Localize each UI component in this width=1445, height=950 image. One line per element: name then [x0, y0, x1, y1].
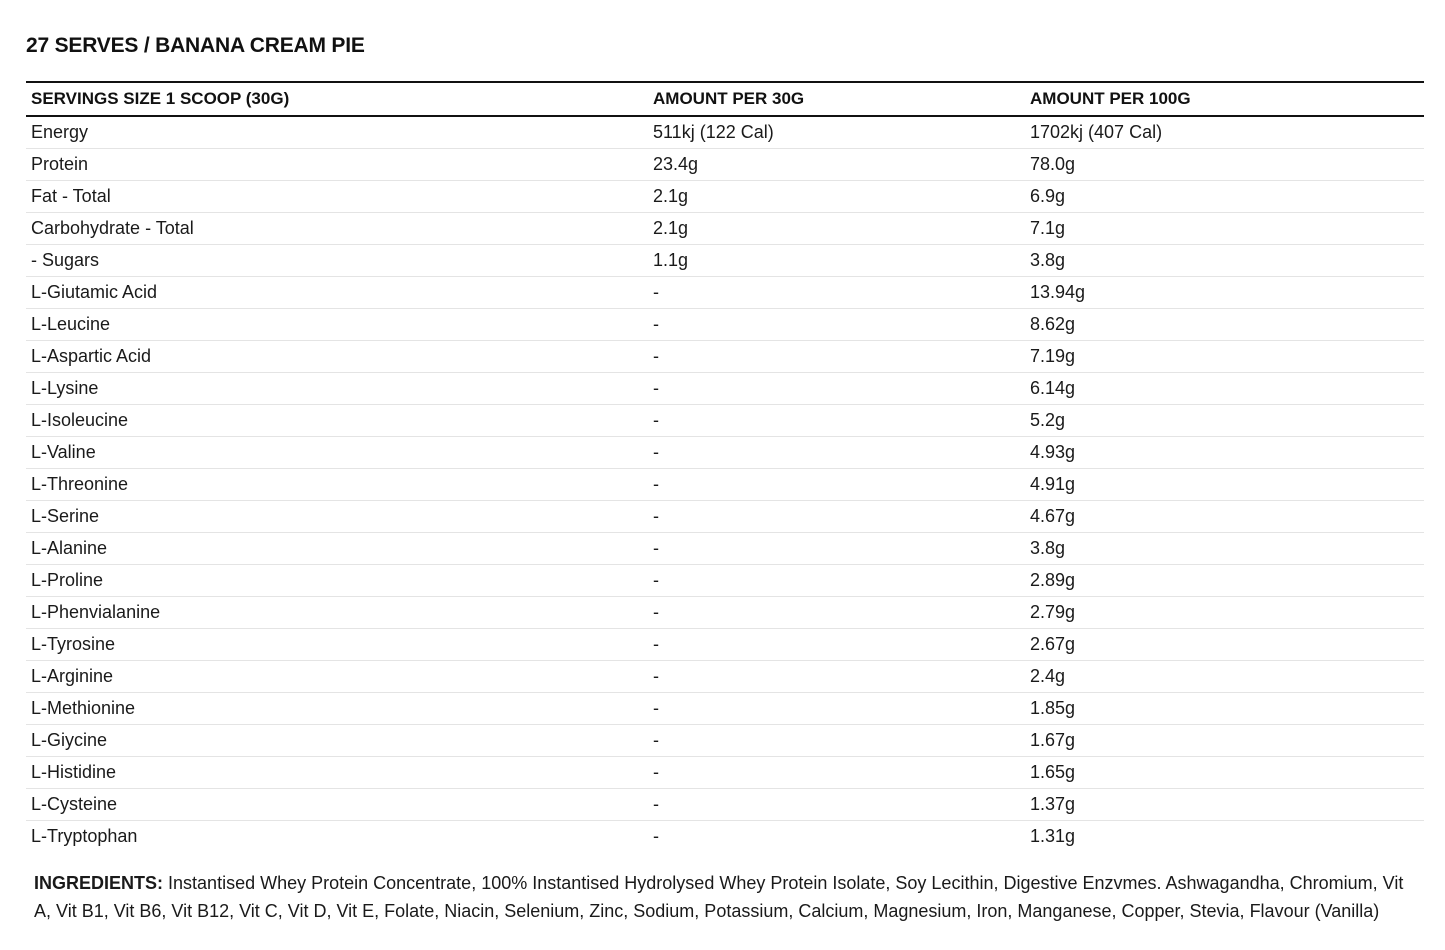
table-row: [26, 725, 1424, 757]
amount-per-30g: -: [648, 405, 1025, 437]
table-row: [26, 533, 1424, 565]
nutrient-name: Fat - Total: [26, 181, 648, 213]
table-row: [26, 661, 1424, 693]
amount-per-100g: 2.67g: [1025, 629, 1424, 661]
table-row: [26, 565, 1424, 597]
nutrient-name: L-Threonine: [26, 469, 648, 501]
amount-per-30g: -: [648, 533, 1025, 565]
table-row: [26, 277, 1424, 309]
column-header-per-100g: AMOUNT PER 100G: [1030, 89, 1191, 108]
table-row: [26, 789, 1424, 821]
table-row: [26, 597, 1424, 629]
nutrient-name: L-Leucine: [26, 309, 648, 341]
amount-per-30g: -: [653, 826, 659, 846]
amount-per-30g: -: [648, 629, 1025, 661]
nutrient-name: L-Phenvialanine: [26, 597, 648, 629]
table-row: [26, 213, 1424, 245]
amount-per-100g: 1.67g: [1025, 725, 1424, 757]
amount-per-100g: 1702kj (407 Cal): [1025, 116, 1424, 149]
amount-per-100g: 78.0g: [1025, 149, 1424, 181]
nutrient-name: Energy: [26, 116, 648, 149]
amount-per-30g: 511kj (122 Cal): [648, 116, 1025, 149]
nutrition-table: [26, 81, 1424, 852]
ingredients-label: INGREDIENTS:: [34, 873, 164, 893]
table-row: [26, 309, 1424, 341]
table-row: [26, 501, 1424, 533]
table-row: [26, 245, 1424, 277]
nutrition-panel: [26, 0, 1424, 925]
amount-per-30g: 2.1g: [648, 213, 1025, 245]
amount-per-30g: -: [648, 693, 1025, 725]
table-row: [26, 821, 1424, 853]
amount-per-100g: 7.1g: [1025, 213, 1424, 245]
amount-per-30g: 1.1g: [648, 245, 1025, 277]
amount-per-30g: -: [648, 757, 1025, 789]
amount-per-30g: -: [648, 309, 1025, 341]
nutrient-name: L-Histidine: [26, 757, 648, 789]
nutrient-name: L-Aspartic Acid: [26, 341, 648, 373]
table-row: [26, 629, 1424, 661]
amount-per-30g: -: [648, 469, 1025, 501]
amount-per-100g: 1.31g: [1030, 826, 1076, 846]
amount-per-100g: 4.93g: [1025, 437, 1424, 469]
amount-per-100g: 1.85g: [1025, 693, 1424, 725]
table-row: [26, 757, 1424, 789]
amount-per-100g: 1.37g: [1025, 789, 1424, 821]
amount-per-100g: 5.2g: [1025, 405, 1424, 437]
page-title: 27 SERVES / BANANA CREAM PIE: [26, 34, 365, 57]
amount-per-30g: -: [648, 501, 1025, 533]
table-row: [26, 341, 1424, 373]
column-header-serving-size: SERVINGS SIZE 1 SCOOP (30G): [31, 89, 290, 108]
table-row: [26, 149, 1424, 181]
amount-per-100g: 6.9g: [1025, 181, 1424, 213]
nutrient-name: L-Proline: [26, 565, 648, 597]
nutrient-name: L-Valine: [26, 437, 648, 469]
amount-per-30g: -: [648, 789, 1025, 821]
amount-per-30g: -: [648, 437, 1025, 469]
amount-per-30g: 2.1g: [648, 181, 1025, 213]
amount-per-100g: 6.14g: [1025, 373, 1424, 405]
ingredients-text: Instantised Whey Protein Concentrate, 100% Instantised Hydrolysed Whey Protein Isolate, Soy Lecithin, Digestive Enzvmes. Ashwagandha, Chromium, Vit A, Vit B1, Vit B6, Vit B12, Vit C, Vit D, Vit E, Folate, Niacin, Selenium, Zinc, Sodium, Potassium, Calcium, Magnesium, Iron, Manganese, Copper, Stevia, Flavour (Vanilla): [34, 873, 1404, 921]
amount-per-30g: -: [648, 341, 1025, 373]
amount-per-30g: -: [648, 565, 1025, 597]
nutrient-name: L-Giutamic Acid: [26, 277, 648, 309]
nutrient-name: - Sugars: [26, 245, 648, 277]
nutrient-name: Protein: [26, 149, 648, 181]
table-row: [26, 437, 1424, 469]
table-row: [26, 405, 1424, 437]
nutrient-name: Carbohydrate - Total: [26, 213, 648, 245]
nutrient-name: L-Arginine: [26, 661, 648, 693]
amount-per-100g: 2.79g: [1025, 597, 1424, 629]
table-body: [26, 116, 1424, 852]
nutrient-name: L-Serine: [26, 501, 648, 533]
amount-per-100g: 8.62g: [1025, 309, 1424, 341]
amount-per-30g: -: [648, 725, 1025, 757]
amount-per-100g: 2.4g: [1025, 661, 1424, 693]
table-row: [26, 181, 1424, 213]
ingredients-paragraph: [26, 870, 1424, 925]
nutrient-name: L-Methionine: [26, 693, 648, 725]
amount-per-30g: -: [648, 373, 1025, 405]
amount-per-100g: 3.8g: [1025, 245, 1424, 277]
amount-per-100g: 7.19g: [1025, 341, 1424, 373]
amount-per-100g: 4.91g: [1025, 469, 1424, 501]
table-row: [26, 373, 1424, 405]
nutrient-name: L-Cysteine: [26, 789, 648, 821]
amount-per-100g: 2.89g: [1025, 565, 1424, 597]
nutrient-name: L-Giycine: [26, 725, 648, 757]
amount-per-30g: -: [648, 661, 1025, 693]
amount-per-100g: 3.8g: [1025, 533, 1424, 565]
table-row: [26, 693, 1424, 725]
nutrient-name: L-Tyrosine: [26, 629, 648, 661]
column-header-per-30g: AMOUNT PER 30G: [653, 89, 805, 108]
table-row: [26, 116, 1424, 149]
amount-per-100g: 13.94g: [1025, 277, 1424, 309]
amount-per-30g: -: [648, 597, 1025, 629]
nutrient-name: L-Alanine: [26, 533, 648, 565]
table-header: [26, 82, 1424, 116]
amount-per-30g: -: [648, 277, 1025, 309]
nutrient-name: L-Lysine: [26, 373, 648, 405]
nutrient-name: L-Isoleucine: [26, 405, 648, 437]
amount-per-100g: 1.65g: [1025, 757, 1424, 789]
amount-per-30g: 23.4g: [648, 149, 1025, 181]
amount-per-100g: 4.67g: [1025, 501, 1424, 533]
table-row: [26, 469, 1424, 501]
nutrient-name: L-Tryptophan: [31, 826, 138, 846]
table-header-row: [26, 82, 1424, 116]
